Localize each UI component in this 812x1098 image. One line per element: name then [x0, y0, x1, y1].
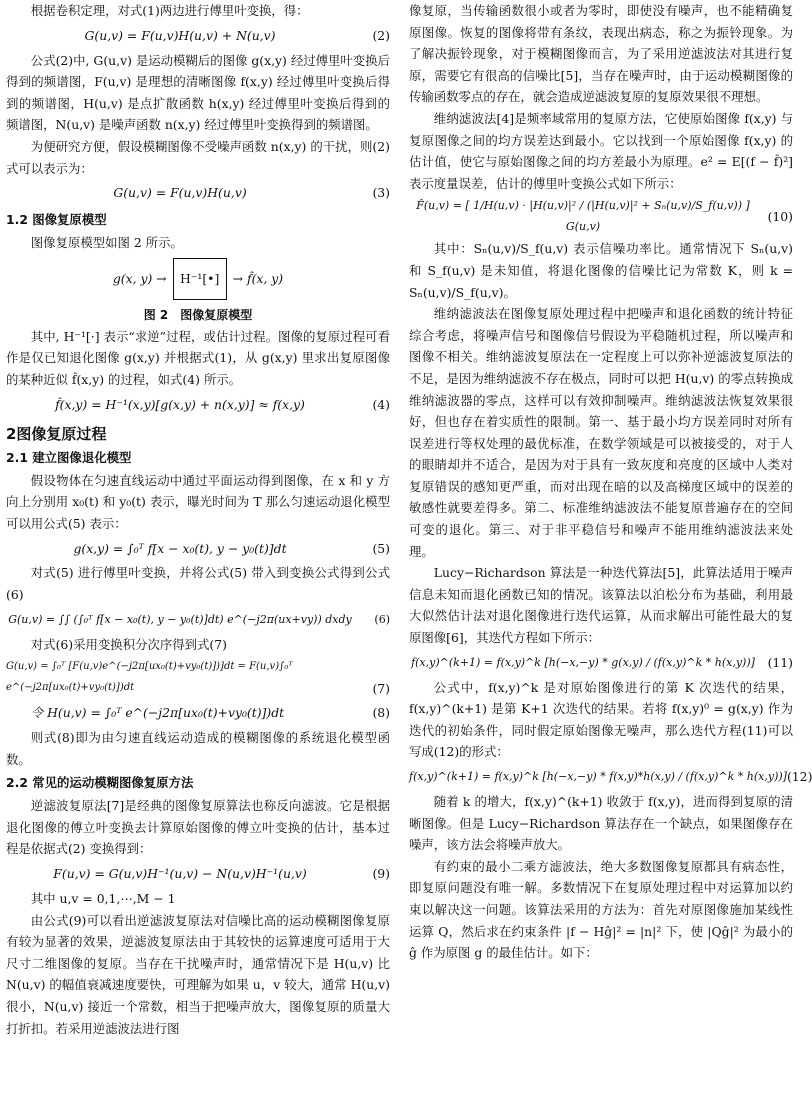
- paragraph: 根据卷积定理，对式(1)两边进行傅里叶变换，得：: [30, 3, 309, 18]
- equation-9: [6, 860, 390, 888]
- paragraph: Lucy−Richardson 算法是一种迭代算法[5]，此算法适用于噪声信息未知而退化函数已知的情况。该算法以泊松分布为基础，利用最大似然估计法对退化图像进行迭代运算，从而求解出可能性最大的复原图像[6]，其迭代方程如下所示：: [409, 565, 793, 646]
- equation-number: (11): [767, 654, 793, 670]
- paragraph: 对式(5) 进行傅里叶变换，并将公式(5) 带入到变换公式得到公式(6): [6, 565, 390, 602]
- paragraph: 其中 u,v = 0,1,⋯,M − 1: [30, 891, 176, 907]
- equation-body: G(u,v) = F(u,v)H(u,v) + N(u,v): [84, 27, 276, 43]
- equation-number: (6): [374, 612, 390, 626]
- equation-number: (8): [372, 705, 390, 721]
- paragraph: 其中：Sₙ(u,v)/S_f(u,v) 表示信噪功率比。通常情况下 Sₙ(u,v) 和 S_f(u,v) 是未知值，将退化图像的信噪比记为常数 K，则 k = Sₙ(u,v)/S_f(u,v)。: [409, 241, 793, 300]
- paragraph: 有约束的最小二乘方滤波法，绝大多数图像复原都具有病态性，即复原问题没有唯一解。多数情况下在复原处理过程中对运算加以约束以解决这一问题。该算法采用的方法为：首先对原图像施加某线性运算 Q，然后求在约束条件 |f − Hĝ|² = |n|² 下，使 |Qĝ|² 为最小的 ĝ 作为原图 g 的最佳估计。如下：: [409, 858, 793, 961]
- diagram-operator-label: H⁻¹[•]: [180, 270, 220, 286]
- paragraph: 图像复原模型如图 2 所示。: [30, 235, 183, 251]
- paragraph: 由公式(9)可以看出逆滤波复原法对信噪比高的运动模糊图像复原有较为显著的效果，逆滤波复原法由于其较快的运算速度可适用于大尺寸二维图像的复原。当存在干扰噪声时，通常情况下是 H(u,v) 比 N(u,v) 的幅值衰减速度要快，可理解为如果 u，v 较大，通常 H(u,v) 很小，N(u,v) 接近一个常数，相当于把噪声放大，图像复原的质量大打折扣。若采用逆滤波法进行图: [6, 912, 390, 1036]
- paragraph: 对式(6)采用变换积分次序得到式(7): [30, 636, 227, 652]
- left-column: [6, 0, 390, 1039]
- equation-5: [6, 534, 390, 562]
- equation-number: (9): [372, 866, 390, 882]
- section-heading-1-2: 1.2 图像复原模型: [6, 212, 107, 228]
- equation-7: [6, 655, 390, 699]
- equation-3: [6, 179, 390, 207]
- equation-number: (10): [767, 208, 793, 224]
- equation-number: (7): [372, 680, 390, 696]
- equation-2: [6, 22, 390, 50]
- paragraph: 维纳滤波法[4]是频率域常用的复原方法，它使原始图像 f(x,y) 与复原图像之间的均方误差达到最小。它以找到一个原始图像 f(x,y) 的估计值，使它与原始图像之间的均方差最小为原理。e² = E[(f − f̂)²] 表示度量误差，估计的傅里叶变换公式如下所示：: [409, 110, 793, 191]
- equation-body: f(x,y)^(k+1) = f(x,y)^k [h(−x,−y) * f(x,y)*h(x,y) / (f(x,y)^k * h(x,y))]: [409, 770, 787, 784]
- equation-body: f̂(x,y) = H⁻¹(x,y)[g(x,y) + n(x,y)] ≈ f(x,y): [55, 396, 305, 412]
- figure-caption: 图 2 图像复原模型: [143, 307, 253, 322]
- equation-body: 令 H(u,v) = ∫₀ᵀ e^(−j2π[ux₀(t)+vy₀(t)])dt: [30, 705, 285, 721]
- equation-body: g(x,y) = ∫₀ᵀ f[x − x₀(t), y − y₀(t)]dt: [73, 540, 287, 556]
- paragraph: 随着 k 的增大，f(x,y)^(k+1) 收敛于 f(x,y)，进而得到复原的清晰图像。但是 Lucy−Richardson 算法存在一个缺点，如果图像存在噪声，该方法会将噪声放大。: [409, 794, 793, 853]
- equation-number: (4): [372, 396, 390, 412]
- equation-number: (3): [372, 185, 390, 201]
- equation-6: [6, 606, 390, 634]
- right-column: [409, 0, 812, 964]
- paragraph: 维纳滤波法在图像复原处理过程中把噪声和退化函数的统计特征综合考虑，将噪声信号和图像信号假设为平稳随机过程，所以噪声和图像不相关。维纳滤波复原法在一定程度上可以弥补逆滤波复原法的不足，是因为维纳滤波不存在极点，同时可以把 H(u,v) 的零点转换成维纳滤波器的零点，这样可以有效抑制噪声。维纳滤波法恢复效果很好，但也存在着实质性的限制。第一、基于最小均方误差同时对所有误差进行等权处理的最优标准，在数学领域是可以被接受的，对于人的眼睛却并不适合，是因为对于具有一致灰度和亮度的区域中人类对复原错误的感知更严重，而对出现在暗的以及高梯度区域中的误差的敏感性就要差得多。第二、标准维纳滤波法不能复原普遍存在的空间可变的退化。第三、对于非平稳信号和噪声不能用维纳滤波法来处理。: [409, 306, 793, 559]
- diagram-output-label: → f̂(x, y): [232, 270, 284, 286]
- equation-body: G(u,v) = ∫∫ (∫₀ᵀ f[x − x₀(t), y − y₀(t)]dt) e^(−j2π(ux+vy)) dxdy: [8, 612, 352, 626]
- diagram-input-label: g(x, y) →: [112, 270, 167, 286]
- equation-10: [409, 194, 793, 238]
- section-heading-2: 2图像复原过程: [6, 424, 107, 443]
- equation-12: [409, 763, 812, 791]
- equation-number: (5): [372, 540, 390, 556]
- paragraph: 为便研究方便，假设模糊图像不受噪声函数 n(x,y) 的干扰，则(2)式可以表示为：: [6, 138, 390, 176]
- equation-number: (12): [786, 769, 812, 785]
- restoration-model-diagram: [6, 254, 390, 304]
- section-heading-2-1: 2.1 建立图像退化模型: [6, 449, 132, 465]
- equation-body: G(u,v) = F(u,v)H(u,v): [113, 185, 247, 201]
- paragraph: 其中, H⁻¹[·] 表示“求逆”过程，或估计过程。图像的复原过程可看作是仅已知退化图像 g(x,y) 并根据式(1)，从 g(x,y) 里求出复原图像的某种近似 f̂(x,y) 的过程，如式(4) 所示。: [6, 328, 390, 387]
- paragraph: 公式中，f(x,y)^k 是对原始图像进行的第 K 次迭代的结果，f(x,y)^(k+1) 是第 K+1 次迭代的结果。若将 f(x,y)⁰ = g(x,y) 作为迭代的初始条件，同时假定原始图像无噪声，那么迭代方程(11)可以写成(12)的形式：: [409, 679, 793, 760]
- paragraph: 则式(8)即为由匀速直线运动造成的模糊图像的系统退化模型函数。: [6, 730, 390, 767]
- equation-body: f(x,y)^(k+1) = f(x,y)^k [h(−x,−y) * g(x,y) / (f(x,y)^k * h(x,y))]: [411, 655, 755, 669]
- equation-body: F̂(u,v) = [ 1/H(u,v) · |H(u,v)|² / (|H(u,v)|² + Sₙ(u,v)/S_f(u,v)) ] G(u,v): [416, 198, 750, 234]
- paragraph: 公式(2)中, G(u,v) 是运动模糊后的图像 g(x,y) 经过傅里叶变换后得到的频谱图，F(u,v) 是理想的清晰图像 f(x,y) 经过傅里叶变换后得到的频谱图，H(u,v) 是点扩散函数 h(x,y) 经过傅里叶变换后得到的频谱图，N(u,v) 是噪声函数 n(x,y) 经过傅里叶变换得到的频谱图。: [6, 52, 390, 133]
- diagram-operator-box: [173, 258, 227, 300]
- equation-body: F(u,v) = G(u,v)H⁻¹(u,v) − N(u,v)H⁻¹(u,v): [53, 866, 307, 882]
- paragraph: 假设物体在匀速直线运动中通过平面运动得到图像，在 x 和 y 方向上分别用 x₀(t) 和 y₀(t) 表示，曝光时间为 T 那么匀速运动退化模型可以用公式(5) 表示：: [6, 472, 390, 531]
- paragraph: 像复原，当传输函数很小或者为零时，即使没有噪声，也不能精确复原图像。恢复的图像将带有条纹，表现出病态，称之为振铃现象。为了解决振铃现象，对于模糊图像而言，为了采用逆滤波法对其进行复原，需要它有很高的信噪比[5]，当存在噪声时，由于运动模糊图像的传输函数零点的存在，就会造成逆滤波复原的复原效果很不理想。: [409, 3, 793, 105]
- equation-8: [6, 699, 390, 727]
- equation-body: G(u,v) = ∫₀ᵀ [F(u,v)e^(−j2π[ux₀(t)+vy₀(t)])]dt = F(u,v)∫₀ᵀ e^(−j2π[ux₀(t)+vy₀(t)])dt: [6, 660, 293, 694]
- equation-11: [409, 649, 793, 677]
- equation-number: (2): [372, 27, 390, 43]
- equation-4: [6, 391, 390, 419]
- paragraph: 逆滤波复原法[7]是经典的图像复原算法也称反向滤波。它是根据退化图像的傅立叶变换去计算原始图像的傅立叶变换的估计，基本过程是依据式(2) 变换得到：: [6, 798, 390, 857]
- section-heading-2-2: 2.2 常见的运动模糊图像复原方法: [6, 775, 194, 791]
